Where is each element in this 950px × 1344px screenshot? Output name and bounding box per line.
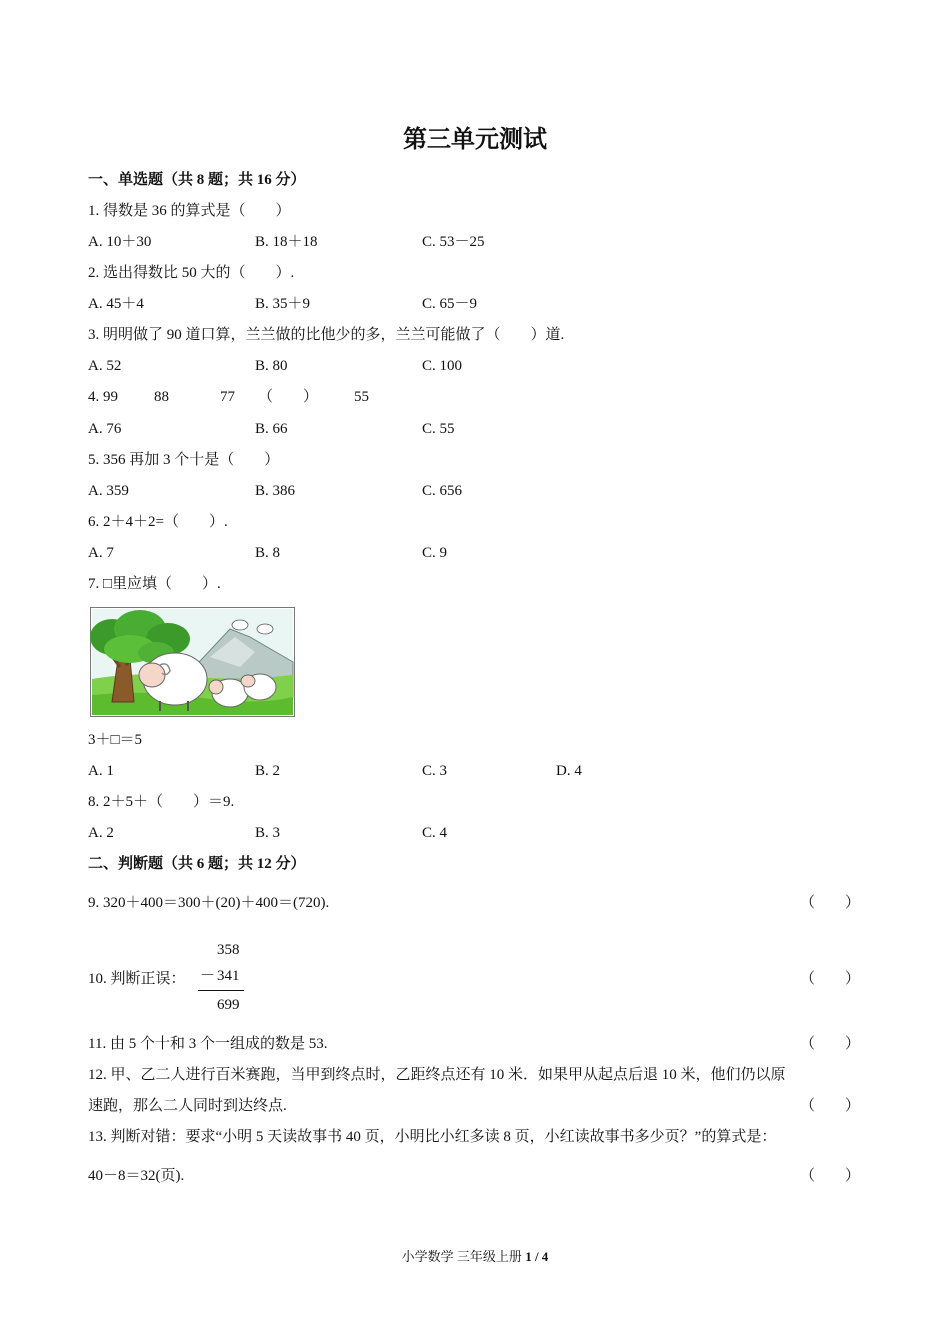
q1-option-c: C. 53－25 bbox=[422, 234, 485, 250]
q10-top-number: 358 bbox=[217, 942, 240, 958]
q3-option-c: C. 100 bbox=[422, 358, 463, 374]
page-title: 第三单元测试 bbox=[403, 127, 547, 153]
q1-option-a: A. 10＋30 bbox=[88, 234, 152, 250]
question-13-line-1: 13. 判断对错：要求“小明 5 天读故事书 40 页，小明比小红多读 8 页，小红读故事书多少页？”的算式是： bbox=[88, 1129, 777, 1145]
question-2: 2. 选出得数比 50 大的（ ）. bbox=[88, 265, 295, 281]
q6-option-c: C. 9 bbox=[422, 545, 448, 561]
q10-answer-blank[interactable]: （ ） bbox=[800, 971, 861, 987]
question-12-line-1: 12. 甲、乙二人进行百米赛跑，当甲到终点时，乙距终点还有 10 米．如果甲从起点后退 10 米，他们仍以原 bbox=[88, 1067, 786, 1083]
question-4-number-2: 88 bbox=[154, 389, 169, 405]
q5-option-a: A. 359 bbox=[88, 483, 129, 499]
sheep-illustration bbox=[90, 607, 295, 717]
q12-answer-blank[interactable]: （ ） bbox=[800, 1098, 861, 1114]
q1-option-b: B. 18＋18 bbox=[255, 234, 318, 250]
section-heading-single-choice: 一、单选题（共 8 题；共 16 分） bbox=[88, 172, 306, 188]
q3-option-a: A. 52 bbox=[88, 358, 122, 374]
page-number: 1 / 4 bbox=[525, 1249, 549, 1264]
q2-option-c: C. 65－9 bbox=[422, 296, 478, 312]
q11-answer-blank[interactable]: （ ） bbox=[800, 1036, 861, 1052]
question-4-number-5: 55 bbox=[354, 389, 369, 405]
q9-answer-blank[interactable]: （ ） bbox=[800, 895, 861, 911]
question-9: 9. 320＋400＝300＋(20)＋400＝(720). bbox=[88, 895, 330, 911]
section-heading-true-false: 二、判断题（共 6 题；共 12 分） bbox=[88, 856, 306, 872]
q8-option-c: C. 4 bbox=[422, 825, 448, 841]
question-6: 6. 2＋4＋2=（ ）. bbox=[88, 514, 228, 530]
q2-option-b: B. 35＋9 bbox=[255, 296, 311, 312]
q6-option-a: A. 7 bbox=[88, 545, 114, 561]
question-4-blank: （ ） bbox=[258, 389, 319, 405]
q7-option-b: B. 2 bbox=[255, 763, 281, 779]
q3-option-b: B. 80 bbox=[255, 358, 288, 374]
q10-subtrahend: 341 bbox=[217, 968, 240, 984]
question-10-label: 10. 判断正误： bbox=[88, 971, 186, 987]
q8-option-b: B. 3 bbox=[255, 825, 281, 841]
question-4-number-3: 77 bbox=[220, 389, 235, 405]
question-13-line-2: 40－8＝32(页). bbox=[88, 1168, 185, 1184]
q5-option-b: B. 386 bbox=[255, 483, 296, 499]
q7-option-a: A. 1 bbox=[88, 763, 114, 779]
q7-equation: 3＋□＝5 bbox=[88, 732, 143, 748]
q7-option-c: C. 3 bbox=[422, 763, 448, 779]
q5-option-c: C. 656 bbox=[422, 483, 463, 499]
q4-option-c: C. 55 bbox=[422, 421, 455, 437]
q8-option-a: A. 2 bbox=[88, 825, 114, 841]
q6-option-b: B. 8 bbox=[255, 545, 281, 561]
q7-option-d: D. 4 bbox=[556, 763, 582, 779]
question-5: 5. 356 再加 3 个十是（ ） bbox=[88, 452, 280, 468]
question-3: 3. 明明做了 90 道口算，兰兰做的比他少的多，兰兰可能做了（ ）道. bbox=[88, 327, 565, 343]
q13-answer-blank[interactable]: （ ） bbox=[800, 1168, 861, 1184]
question-8: 8. 2＋5＋（ ）＝9. bbox=[88, 794, 235, 810]
q2-option-a: A. 45＋4 bbox=[88, 296, 144, 312]
question-4-number-1: 4. 99 bbox=[88, 389, 118, 405]
question-7: 7. □里应填（ ）. bbox=[88, 576, 221, 592]
q10-result: 699 bbox=[217, 997, 240, 1013]
q4-option-a: A. 76 bbox=[88, 421, 122, 437]
question-12-line-2: 速跑，那么二人同时到达终点. bbox=[88, 1098, 287, 1114]
q10-underline bbox=[198, 990, 244, 991]
page-footer bbox=[0, 1250, 950, 1263]
q4-option-b: B. 66 bbox=[255, 421, 288, 437]
question-11: 11. 由 5 个十和 3 个一组成的数是 53. bbox=[88, 1036, 328, 1052]
q10-minus-sign: － bbox=[200, 968, 216, 984]
question-1: 1. 得数是 36 的算式是（ ） bbox=[88, 203, 291, 219]
footer-subject: 小学数学 三年级上册 bbox=[401, 1249, 526, 1264]
